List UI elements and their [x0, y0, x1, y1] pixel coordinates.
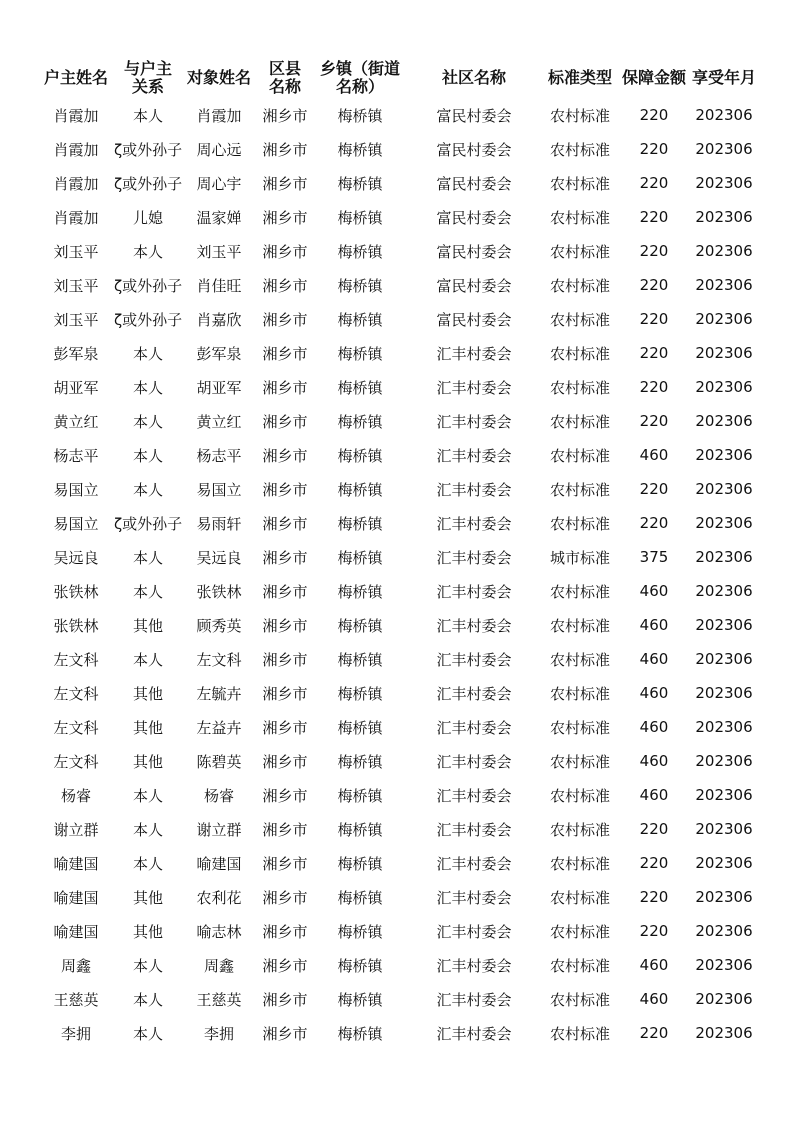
standard-type-cell: 农村标准	[549, 310, 610, 329]
period-cell: 202306	[695, 276, 753, 294]
relationship-cell: 本人	[132, 990, 163, 1009]
community-cell: 汇丰村委会	[436, 378, 512, 397]
amount-cell: 460	[639, 990, 669, 1008]
town-cell: 梅桥镇	[337, 242, 383, 261]
recipient-name-cell: 刘玉平	[196, 242, 242, 261]
relationship-cell: 本人	[132, 106, 163, 125]
town-cell: 梅桥镇	[337, 922, 383, 941]
standard-type-cell: 农村标准	[549, 650, 610, 669]
county-cell: 湘乡市	[262, 990, 308, 1009]
county-cell: 湘乡市	[262, 786, 308, 805]
subsidy-table	[38, 58, 758, 1050]
table-row	[38, 846, 758, 880]
recipient-name-cell: 彭军泉	[196, 344, 242, 363]
county-cell: 湘乡市	[262, 922, 308, 941]
standard-type-cell: 农村标准	[549, 956, 610, 975]
standard-type-cell: 农村标准	[549, 888, 610, 907]
household-head-cell: 谢立群	[53, 820, 99, 839]
county-cell: 湘乡市	[262, 378, 308, 397]
period-cell: 202306	[695, 752, 753, 770]
standard-type-cell: 农村标准	[549, 242, 610, 261]
standard-type-cell: 农村标准	[549, 514, 610, 533]
town-cell: 梅桥镇	[337, 174, 383, 193]
standard-type-cell: 农村标准	[549, 684, 610, 703]
relationship-cell: 本人	[132, 582, 163, 601]
community-cell: 汇丰村委会	[436, 446, 512, 465]
amount-cell: 460	[639, 684, 669, 702]
county-cell: 湘乡市	[262, 582, 308, 601]
relationship-cell: 其他	[132, 752, 163, 771]
standard-type-cell: 农村标准	[549, 786, 610, 805]
table-row	[38, 302, 758, 336]
period-cell: 202306	[695, 786, 753, 804]
header-county: 区县 名称	[268, 59, 301, 96]
period-cell: 202306	[695, 888, 753, 906]
standard-type-cell: 农村标准	[549, 378, 610, 397]
table-row	[38, 472, 758, 506]
household-head-cell: 黄立红	[53, 412, 99, 431]
table-row	[38, 404, 758, 438]
header-recipient-name: 对象姓名	[186, 68, 251, 87]
community-cell: 汇丰村委会	[436, 888, 512, 907]
amount-cell: 220	[639, 820, 669, 838]
recipient-name-cell: 左益卉	[196, 718, 242, 737]
household-head-cell: 左文科	[53, 650, 99, 669]
table-row	[38, 200, 758, 234]
town-cell: 梅桥镇	[337, 446, 383, 465]
period-cell: 202306	[695, 1024, 753, 1042]
period-cell: 202306	[695, 140, 753, 158]
table-row	[38, 98, 758, 132]
table-row	[38, 506, 758, 540]
town-cell: 梅桥镇	[337, 718, 383, 737]
standard-type-cell: 农村标准	[549, 446, 610, 465]
table-row	[38, 132, 758, 166]
community-cell: 汇丰村委会	[436, 786, 512, 805]
period-cell: 202306	[695, 480, 753, 498]
household-head-cell: 左文科	[53, 718, 99, 737]
period-cell: 202306	[695, 242, 753, 260]
amount-cell: 220	[639, 344, 669, 362]
relationship-cell: ζ或外孙子	[114, 140, 182, 159]
table-row	[38, 982, 758, 1016]
community-cell: 汇丰村委会	[436, 752, 512, 771]
standard-type-cell: 农村标准	[549, 854, 610, 873]
town-cell: 梅桥镇	[337, 956, 383, 975]
household-head-cell: 张铁林	[53, 582, 99, 601]
relationship-cell: 本人	[132, 242, 163, 261]
county-cell: 湘乡市	[262, 956, 308, 975]
recipient-name-cell: 农利花	[196, 888, 242, 907]
table-row	[38, 744, 758, 778]
table-row	[38, 1016, 758, 1050]
household-head-cell: 杨志平	[53, 446, 99, 465]
community-cell: 汇丰村委会	[436, 650, 512, 669]
household-head-cell: 喻建国	[53, 888, 99, 907]
period-cell: 202306	[695, 548, 753, 566]
community-cell: 富民村委会	[436, 242, 512, 261]
standard-type-cell: 农村标准	[549, 140, 610, 159]
standard-type-cell: 农村标准	[549, 718, 610, 737]
recipient-name-cell: 陈碧英	[196, 752, 242, 771]
relationship-cell: 本人	[132, 1024, 163, 1043]
amount-cell: 460	[639, 752, 669, 770]
header-standard-type: 标准类型	[547, 68, 612, 87]
household-head-cell: 肖霞加	[53, 140, 99, 159]
header-household-head: 户主姓名	[43, 68, 108, 87]
county-cell: 湘乡市	[262, 1024, 308, 1043]
county-cell: 湘乡市	[262, 174, 308, 193]
town-cell: 梅桥镇	[337, 650, 383, 669]
standard-type-cell: 农村标准	[549, 820, 610, 839]
community-cell: 汇丰村委会	[436, 820, 512, 839]
table-row	[38, 676, 758, 710]
table-row	[38, 778, 758, 812]
amount-cell: 220	[639, 514, 669, 532]
relationship-cell: 其他	[132, 616, 163, 635]
amount-cell: 220	[639, 922, 669, 940]
town-cell: 梅桥镇	[337, 854, 383, 873]
table-row	[38, 268, 758, 302]
recipient-name-cell: 周心宇	[196, 174, 242, 193]
relationship-cell: 本人	[132, 956, 163, 975]
relationship-cell: 本人	[132, 446, 163, 465]
household-head-cell: 李拥	[60, 1024, 91, 1043]
community-cell: 富民村委会	[436, 276, 512, 295]
period-cell: 202306	[695, 684, 753, 702]
community-cell: 富民村委会	[436, 106, 512, 125]
relationship-cell: 本人	[132, 786, 163, 805]
table-row	[38, 370, 758, 404]
amount-cell: 375	[639, 548, 669, 566]
relationship-cell: 本人	[132, 650, 163, 669]
period-cell: 202306	[695, 616, 753, 634]
recipient-name-cell: 黄立红	[196, 412, 242, 431]
period-cell: 202306	[695, 990, 753, 1008]
standard-type-cell: 农村标准	[549, 208, 610, 227]
header-community: 社区名称	[441, 68, 506, 87]
relationship-cell: 其他	[132, 684, 163, 703]
period-cell: 202306	[695, 208, 753, 226]
table-body	[38, 98, 758, 1050]
recipient-name-cell: 肖佳旺	[196, 276, 242, 295]
table-row	[38, 710, 758, 744]
town-cell: 梅桥镇	[337, 514, 383, 533]
amount-cell: 220	[639, 310, 669, 328]
amount-cell: 220	[639, 242, 669, 260]
amount-cell: 460	[639, 616, 669, 634]
period-cell: 202306	[695, 344, 753, 362]
amount-cell: 220	[639, 412, 669, 430]
amount-cell: 220	[639, 208, 669, 226]
table-header-row	[38, 58, 758, 98]
amount-cell: 460	[639, 446, 669, 464]
community-cell: 汇丰村委会	[436, 548, 512, 567]
period-cell: 202306	[695, 854, 753, 872]
community-cell: 汇丰村委会	[436, 684, 512, 703]
recipient-name-cell: 李拥	[203, 1024, 234, 1043]
household-head-cell: 刘玉平	[53, 242, 99, 261]
household-head-cell: 刘玉平	[53, 310, 99, 329]
relationship-cell: 本人	[132, 480, 163, 499]
standard-type-cell: 城市标准	[549, 548, 610, 567]
recipient-name-cell: 左文科	[196, 650, 242, 669]
town-cell: 梅桥镇	[337, 310, 383, 329]
town-cell: 梅桥镇	[337, 582, 383, 601]
town-cell: 梅桥镇	[337, 820, 383, 839]
table-row	[38, 438, 758, 472]
period-cell: 202306	[695, 922, 753, 940]
standard-type-cell: 农村标准	[549, 1024, 610, 1043]
period-cell: 202306	[695, 446, 753, 464]
relationship-cell: 本人	[132, 548, 163, 567]
relationship-cell: ζ或外孙子	[114, 174, 182, 193]
county-cell: 湘乡市	[262, 480, 308, 499]
document-page	[38, 58, 758, 1050]
household-head-cell: 王慈英	[53, 990, 99, 1009]
community-cell: 富民村委会	[436, 174, 512, 193]
standard-type-cell: 农村标准	[549, 412, 610, 431]
period-cell: 202306	[695, 956, 753, 974]
standard-type-cell: 农村标准	[549, 276, 610, 295]
amount-cell: 220	[639, 1024, 669, 1042]
relationship-cell: 其他	[132, 922, 163, 941]
town-cell: 梅桥镇	[337, 752, 383, 771]
county-cell: 湘乡市	[262, 752, 308, 771]
household-head-cell: 喻建国	[53, 854, 99, 873]
county-cell: 湘乡市	[262, 446, 308, 465]
town-cell: 梅桥镇	[337, 548, 383, 567]
county-cell: 湘乡市	[262, 514, 308, 533]
standard-type-cell: 农村标准	[549, 106, 610, 125]
period-cell: 202306	[695, 718, 753, 736]
town-cell: 梅桥镇	[337, 378, 383, 397]
relationship-cell: 其他	[132, 888, 163, 907]
standard-type-cell: 农村标准	[549, 174, 610, 193]
recipient-name-cell: 喻建国	[196, 854, 242, 873]
period-cell: 202306	[695, 174, 753, 192]
table-row	[38, 914, 758, 948]
county-cell: 湘乡市	[262, 106, 308, 125]
county-cell: 湘乡市	[262, 684, 308, 703]
household-head-cell: 胡亚军	[53, 378, 99, 397]
community-cell: 汇丰村委会	[436, 616, 512, 635]
community-cell: 汇丰村委会	[436, 718, 512, 737]
recipient-name-cell: 张铁林	[196, 582, 242, 601]
household-head-cell: 肖霞加	[53, 174, 99, 193]
header-town: 乡镇（街道 名称）	[319, 59, 400, 96]
relationship-cell: 本人	[132, 820, 163, 839]
amount-cell: 220	[639, 106, 669, 124]
recipient-name-cell: 周鑫	[203, 956, 234, 975]
town-cell: 梅桥镇	[337, 106, 383, 125]
period-cell: 202306	[695, 514, 753, 532]
header-amount: 保障金额	[621, 68, 686, 87]
relationship-cell: 本人	[132, 378, 163, 397]
amount-cell: 220	[639, 854, 669, 872]
household-head-cell: 易国立	[53, 514, 99, 533]
town-cell: 梅桥镇	[337, 140, 383, 159]
community-cell: 汇丰村委会	[436, 922, 512, 941]
amount-cell: 220	[639, 140, 669, 158]
amount-cell: 460	[639, 718, 669, 736]
header-period: 享受年月	[691, 68, 756, 87]
community-cell: 富民村委会	[436, 310, 512, 329]
community-cell: 汇丰村委会	[436, 412, 512, 431]
town-cell: 梅桥镇	[337, 208, 383, 227]
household-head-cell: 肖霞加	[53, 106, 99, 125]
county-cell: 湘乡市	[262, 412, 308, 431]
table-row	[38, 574, 758, 608]
recipient-name-cell: 谢立群	[196, 820, 242, 839]
county-cell: 湘乡市	[262, 888, 308, 907]
recipient-name-cell: 喻志林	[196, 922, 242, 941]
county-cell: 湘乡市	[262, 242, 308, 261]
community-cell: 汇丰村委会	[436, 582, 512, 601]
recipient-name-cell: 胡亚军	[196, 378, 242, 397]
period-cell: 202306	[695, 412, 753, 430]
amount-cell: 220	[639, 378, 669, 396]
amount-cell: 220	[639, 174, 669, 192]
county-cell: 湘乡市	[262, 854, 308, 873]
recipient-name-cell: 周心远	[196, 140, 242, 159]
period-cell: 202306	[695, 650, 753, 668]
amount-cell: 460	[639, 650, 669, 668]
town-cell: 梅桥镇	[337, 684, 383, 703]
household-head-cell: 彭军泉	[53, 344, 99, 363]
household-head-cell: 杨睿	[60, 786, 91, 805]
standard-type-cell: 农村标准	[549, 990, 610, 1009]
community-cell: 汇丰村委会	[436, 514, 512, 533]
table-row	[38, 642, 758, 676]
table-row	[38, 608, 758, 642]
standard-type-cell: 农村标准	[549, 480, 610, 499]
table-row	[38, 166, 758, 200]
period-cell: 202306	[695, 582, 753, 600]
standard-type-cell: 农村标准	[549, 752, 610, 771]
recipient-name-cell: 肖霞加	[196, 106, 242, 125]
town-cell: 梅桥镇	[337, 1024, 383, 1043]
period-cell: 202306	[695, 378, 753, 396]
county-cell: 湘乡市	[262, 820, 308, 839]
standard-type-cell: 农村标准	[549, 922, 610, 941]
table-row	[38, 540, 758, 574]
household-head-cell: 喻建国	[53, 922, 99, 941]
amount-cell: 220	[639, 276, 669, 294]
household-head-cell: 左文科	[53, 752, 99, 771]
household-head-cell: 易国立	[53, 480, 99, 499]
community-cell: 汇丰村委会	[436, 1024, 512, 1043]
relationship-cell: ζ或外孙子	[114, 310, 182, 329]
period-cell: 202306	[695, 106, 753, 124]
household-head-cell: 左文科	[53, 684, 99, 703]
table-row	[38, 812, 758, 846]
town-cell: 梅桥镇	[337, 786, 383, 805]
recipient-name-cell: 杨志平	[196, 446, 242, 465]
town-cell: 梅桥镇	[337, 344, 383, 363]
amount-cell: 220	[639, 480, 669, 498]
header-relationship: 与户主 关系	[123, 59, 172, 96]
recipient-name-cell: 顾秀英	[196, 616, 242, 635]
household-head-cell: 张铁林	[53, 616, 99, 635]
county-cell: 湘乡市	[262, 718, 308, 737]
recipient-name-cell: 易雨轩	[196, 514, 242, 533]
community-cell: 富民村委会	[436, 208, 512, 227]
community-cell: 汇丰村委会	[436, 990, 512, 1009]
table-row	[38, 234, 758, 268]
relationship-cell: 本人	[132, 412, 163, 431]
table-row	[38, 948, 758, 982]
town-cell: 梅桥镇	[337, 412, 383, 431]
town-cell: 梅桥镇	[337, 616, 383, 635]
community-cell: 汇丰村委会	[436, 956, 512, 975]
amount-cell: 460	[639, 786, 669, 804]
household-head-cell: 肖霞加	[53, 208, 99, 227]
recipient-name-cell: 易国立	[196, 480, 242, 499]
relationship-cell: 本人	[132, 344, 163, 363]
recipient-name-cell: 肖嘉欣	[196, 310, 242, 329]
amount-cell: 460	[639, 582, 669, 600]
community-cell: 汇丰村委会	[436, 480, 512, 499]
standard-type-cell: 农村标准	[549, 344, 610, 363]
household-head-cell: 刘玉平	[53, 276, 99, 295]
table-row	[38, 880, 758, 914]
relationship-cell: 其他	[132, 718, 163, 737]
amount-cell: 220	[639, 888, 669, 906]
county-cell: 湘乡市	[262, 140, 308, 159]
relationship-cell: 本人	[132, 854, 163, 873]
county-cell: 湘乡市	[262, 208, 308, 227]
community-cell: 富民村委会	[436, 140, 512, 159]
county-cell: 湘乡市	[262, 310, 308, 329]
relationship-cell: 儿媳	[132, 208, 163, 227]
standard-type-cell: 农村标准	[549, 616, 610, 635]
county-cell: 湘乡市	[262, 650, 308, 669]
household-head-cell: 吴远良	[53, 548, 99, 567]
recipient-name-cell: 左毓卉	[196, 684, 242, 703]
recipient-name-cell: 温家婵	[196, 208, 242, 227]
standard-type-cell: 农村标准	[549, 582, 610, 601]
community-cell: 汇丰村委会	[436, 854, 512, 873]
recipient-name-cell: 吴远良	[196, 548, 242, 567]
town-cell: 梅桥镇	[337, 990, 383, 1009]
county-cell: 湘乡市	[262, 276, 308, 295]
relationship-cell: ζ或外孙子	[114, 514, 182, 533]
household-head-cell: 周鑫	[60, 956, 91, 975]
table-row	[38, 336, 758, 370]
town-cell: 梅桥镇	[337, 276, 383, 295]
recipient-name-cell: 王慈英	[196, 990, 242, 1009]
county-cell: 湘乡市	[262, 344, 308, 363]
town-cell: 梅桥镇	[337, 888, 383, 907]
period-cell: 202306	[695, 310, 753, 328]
recipient-name-cell: 杨睿	[203, 786, 234, 805]
county-cell: 湘乡市	[262, 616, 308, 635]
community-cell: 汇丰村委会	[436, 344, 512, 363]
period-cell: 202306	[695, 820, 753, 838]
amount-cell: 460	[639, 956, 669, 974]
county-cell: 湘乡市	[262, 548, 308, 567]
relationship-cell: ζ或外孙子	[114, 276, 182, 295]
town-cell: 梅桥镇	[337, 480, 383, 499]
